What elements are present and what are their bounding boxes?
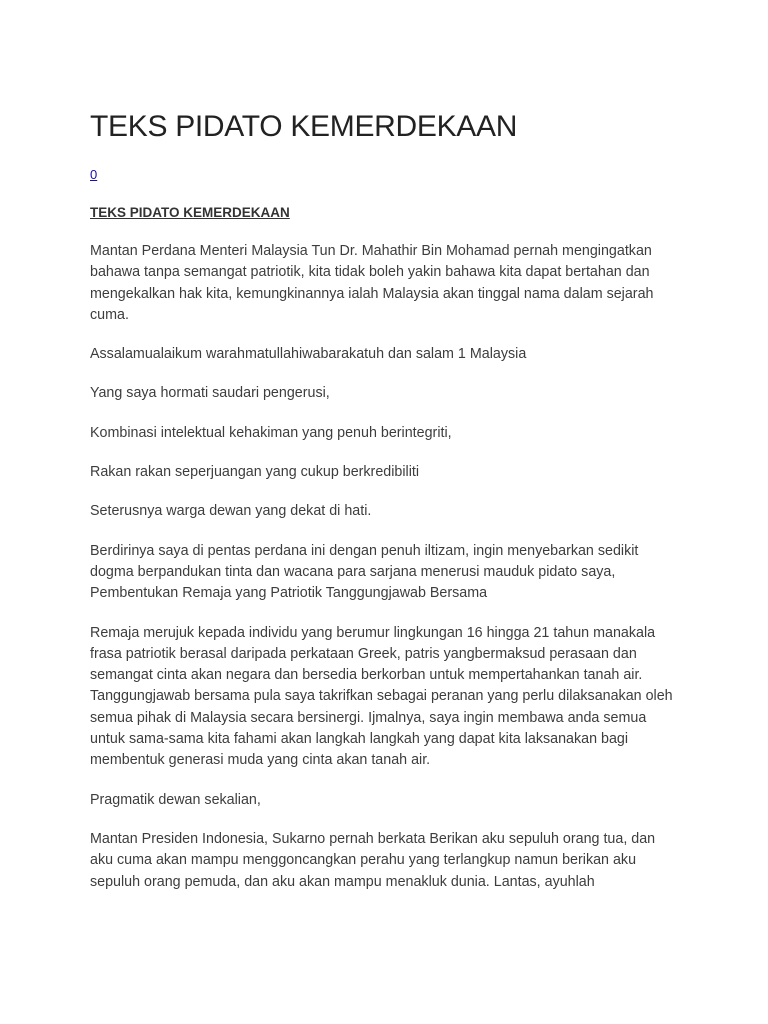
paragraph: Mantan Perdana Menteri Malaysia Tun Dr. Mahathir Bin Mohamad pernah mengingatkan bahawa tanpa semangat patriotik, kita tidak boleh yakin bahawa kita dapat bertahan dan mengekalkan hak kita, kemungkinannya ialah Malaysia akan tinggal nama dalam sejarah cuma. (90, 243, 654, 323)
page-title: TEKS PIDATO KEMERDEKAAN (90, 110, 518, 143)
paragraph: Remaja merujuk kepada individu yang berumur lingkungan 16 hingga 21 tahun manakala frasa patriotik berasal daripada perkataan Greek, patris yangbermaksud perasaan dan semangat cinta akan negara dan bersedia berkorban untuk mempertahankan tanah air. Tanggungjawab bersama pula saya takrifkan sebagai peranan yang perlu dilaksanakan oleh semua pihak di Malaysia secara bersinergi. Ijmalnya, saya ingin membawa anda semua untuk sama-sama kita fahami akan langkah langkah yang dapat kita laksanakan bagi membentuk generasi muda yang cinta akan tanah air. (90, 624, 673, 769)
paragraph: Mantan Presiden Indonesia, Sukarno pernah berkata Berikan aku sepuluh orang tua, dan aku cuma akan mampu menggoncangkan perahu yang terlangkup namun berikan aku sepuluh orang pemuda, dan aku akan mampu menakluk dunia. Lantas, ayuhlah (90, 830, 656, 890)
comment-count-link[interactable]: 0 (90, 167, 98, 182)
paragraph: Yang saya hormati saudari pengerusi, (90, 385, 330, 402)
paragraph: Pragmatik dewan sekalian, (90, 791, 261, 808)
paragraph: Rakan rakan seperjuangan yang cukup berkredibiliti (90, 464, 420, 481)
paragraph: Seterusnya warga dewan yang dekat di hati. (90, 503, 372, 520)
article-subtitle[interactable]: TEKS PIDATO KEMERDEKAAN (90, 205, 290, 220)
paragraph: Kombinasi intelektual kehakiman yang penuh berintegriti, (90, 424, 452, 441)
paragraph: Assalamualaikum warahmatullahiwabarakatuh dan salam 1 Malaysia (90, 346, 527, 363)
article-body (90, 241, 680, 911)
paragraph: Berdirinya saya di pentas perdana ini dengan penuh iltizam, ingin menyebarkan sedikit dogma berpandukan tinta dan wacana para sarjana menerusi mauduk pidato saya, Pembentukan Remaja yang Patriotik Tanggungjawab Bersama (90, 542, 639, 602)
